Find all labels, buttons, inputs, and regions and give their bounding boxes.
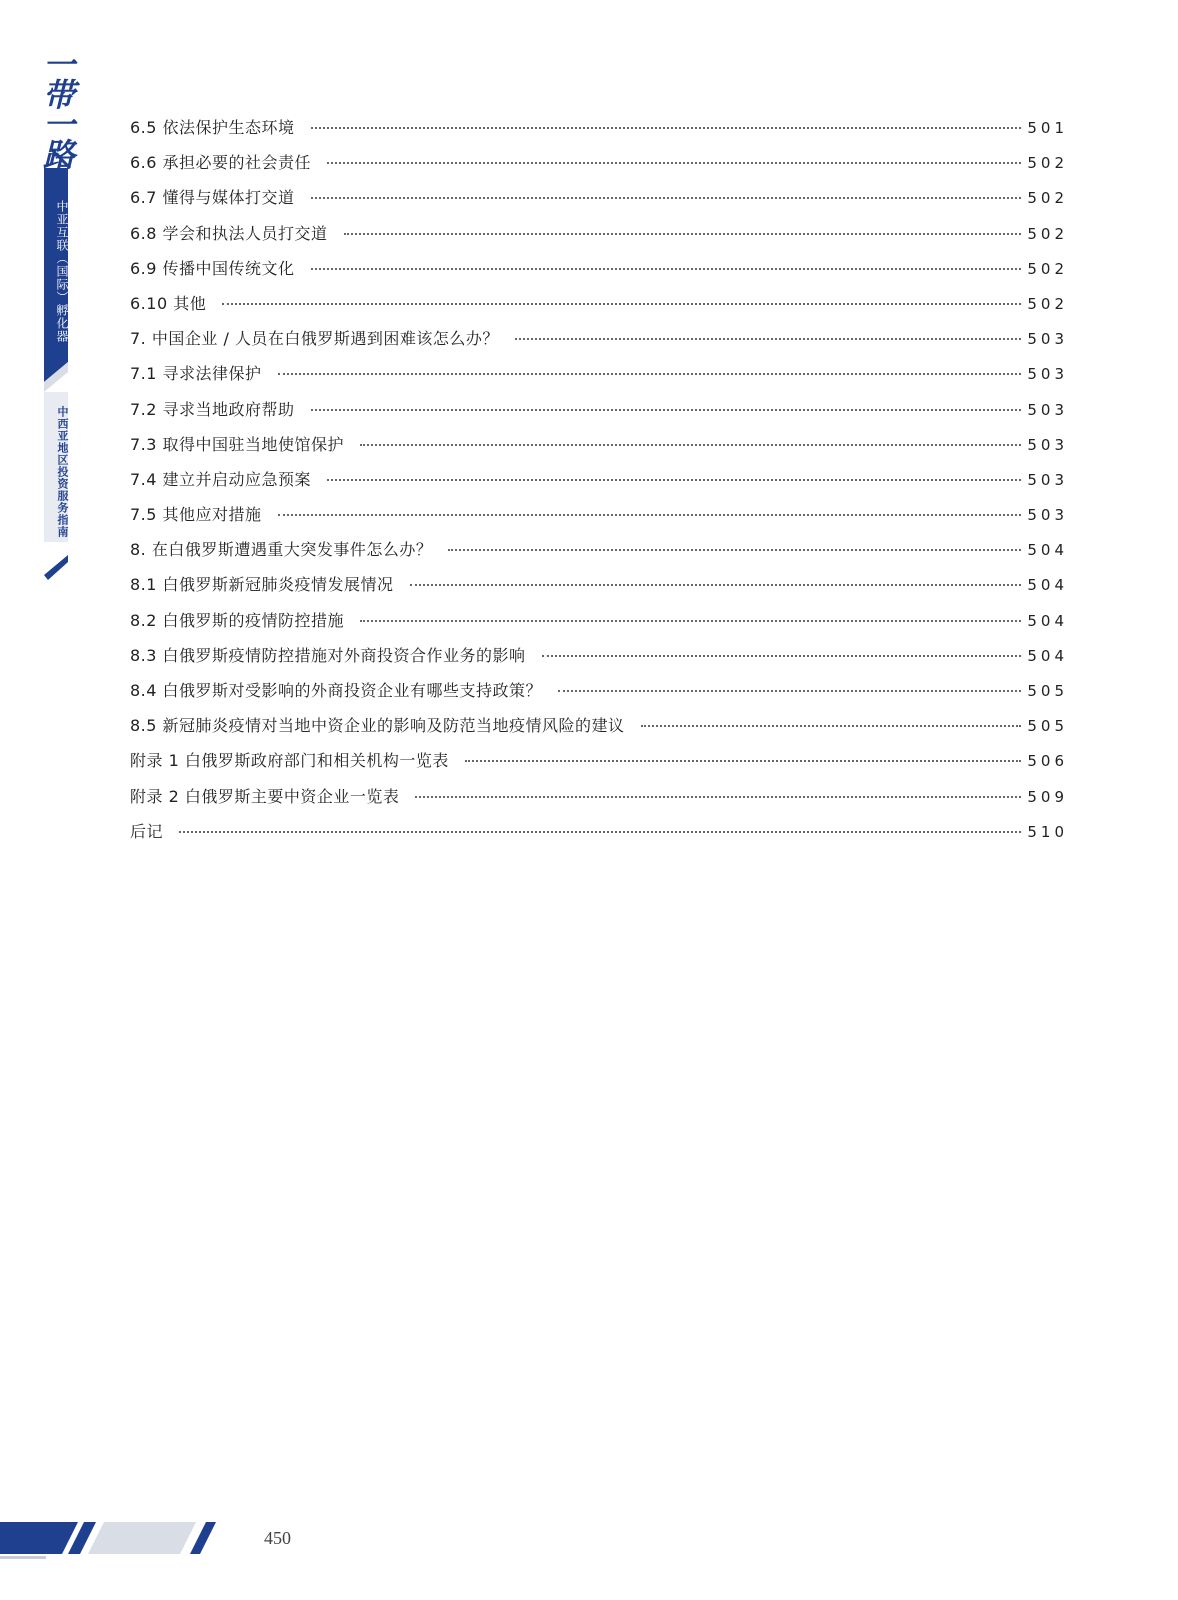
toc-leader-dots xyxy=(311,268,1022,270)
toc-entry[interactable] xyxy=(130,150,1068,185)
toc-entry-page: 505 xyxy=(1027,717,1068,736)
toc-entry-title: 6.5 依法保护生态环境 xyxy=(130,118,295,137)
toc-entry-title: 8. 在白俄罗斯遭遇重大突发事件怎么办？ xyxy=(130,540,433,560)
toc-entry-page: 502 xyxy=(1027,224,1068,243)
toc-entry-page: 509 xyxy=(1027,787,1068,806)
toc-entry[interactable] xyxy=(130,432,1068,467)
toc-entry-page: 503 xyxy=(1027,365,1068,384)
toc-entry-page: 506 xyxy=(1027,752,1068,771)
toc-leader-dots xyxy=(448,549,1021,551)
toc-leader-dots xyxy=(278,514,1022,516)
toc-entry-page: 502 xyxy=(1027,259,1068,278)
toc-leader-dots xyxy=(415,796,1021,798)
toc-leader-dots xyxy=(410,584,1022,586)
toc-entry-page: 502 xyxy=(1027,154,1068,173)
toc-entry-title: 8.5 新冠肺炎疫情对当地中资企业的影响及防范当地疫情风险的建议 xyxy=(130,716,625,736)
toc-entry-title: 6.8 学会和执法人员打交道 xyxy=(130,223,328,243)
page-number: 450 xyxy=(264,1528,291,1548)
toc-entry-page: 505 xyxy=(1027,682,1068,700)
toc-entry[interactable] xyxy=(130,572,1068,607)
table-of-contents xyxy=(130,115,1068,854)
toc-leader-dots xyxy=(311,127,1022,129)
toc-leader-dots xyxy=(542,655,1022,657)
toc-entry-page: 510 xyxy=(1027,822,1068,841)
toc-entry-page: 504 xyxy=(1027,611,1068,630)
toc-leader-dots xyxy=(360,620,1021,622)
toc-leader-dots xyxy=(465,760,1022,762)
toc-leader-dots xyxy=(344,233,1022,235)
toc-entry[interactable] xyxy=(130,291,1068,326)
toc-leader-dots xyxy=(311,197,1022,199)
toc-entry-page: 503 xyxy=(1027,330,1068,349)
toc-entry-page: 503 xyxy=(1027,435,1068,454)
toc-entry-page: 504 xyxy=(1027,541,1068,560)
toc-entry-page: 503 xyxy=(1027,400,1068,419)
toc-leader-dots xyxy=(360,444,1021,446)
brand-logo: 一带一路 xyxy=(38,48,76,168)
toc-entry[interactable] xyxy=(130,256,1068,291)
footer-decoration xyxy=(0,1518,240,1562)
toc-entry[interactable] xyxy=(130,185,1068,220)
toc-leader-dots xyxy=(311,409,1022,411)
toc-entry[interactable] xyxy=(130,467,1068,502)
toc-entry-title: 8.3 白俄罗斯疫情防控措施对外商投资合作业务的影响 xyxy=(130,645,526,665)
toc-entry[interactable] xyxy=(130,678,1068,713)
toc-entry-page: 503 xyxy=(1027,470,1068,489)
toc-entry[interactable] xyxy=(130,115,1068,150)
toc-entry-title: 7. 中国企业 / 人员在白俄罗斯遇到困难该怎么办？ xyxy=(130,329,499,349)
toc-entry[interactable] xyxy=(130,748,1068,783)
toc-entry[interactable] xyxy=(130,608,1068,643)
toc-leader-dots xyxy=(558,690,1021,692)
toc-leader-dots xyxy=(515,338,1021,340)
sidebar-label-guide: 中西亚地区投资服务指南 xyxy=(56,406,69,538)
toc-entry-title: 8.2 白俄罗斯的疫情防控措施 xyxy=(130,610,345,630)
sidebar-label-incubator: 中亚互联（国际）孵化器 xyxy=(55,200,69,343)
toc-entry-page: 502 xyxy=(1027,189,1068,208)
toc-entry-title: 附录 2 白俄罗斯主要中资企业一览表 xyxy=(130,786,400,806)
toc-entry-title: 6.6 承担必要的社会责任 xyxy=(130,153,312,173)
toc-entry-title: 6.10 其他 xyxy=(130,293,207,313)
toc-entry-page: 501 xyxy=(1027,119,1068,137)
toc-entry[interactable] xyxy=(130,819,1068,854)
toc-entry-title: 6.9 传播中国传统文化 xyxy=(130,258,295,278)
toc-leader-dots xyxy=(327,479,1021,481)
toc-entry-page: 502 xyxy=(1027,294,1068,313)
toc-entry[interactable] xyxy=(130,784,1068,819)
toc-leader-dots xyxy=(222,303,1021,305)
toc-entry-title: 7.5 其他应对措施 xyxy=(130,505,262,525)
toc-entry[interactable] xyxy=(130,221,1068,256)
toc-entry-title: 7.4 建立并启动应急预案 xyxy=(130,469,312,489)
toc-leader-dots xyxy=(327,162,1021,164)
toc-entry[interactable] xyxy=(130,361,1068,396)
toc-entry-title: 后记 xyxy=(130,821,164,841)
toc-entry[interactable] xyxy=(130,326,1068,361)
toc-entry-page: 503 xyxy=(1027,506,1068,525)
toc-entry-title: 8.1 白俄罗斯新冠肺炎疫情发展情况 xyxy=(130,575,394,595)
toc-entry[interactable] xyxy=(130,397,1068,432)
toc-entry[interactable] xyxy=(130,502,1068,537)
toc-entry[interactable] xyxy=(130,537,1068,572)
toc-entry-title: 6.7 懂得与媒体打交道 xyxy=(130,188,295,208)
toc-entry-title: 附录 1 白俄罗斯政府部门和相关机构一览表 xyxy=(130,751,449,771)
toc-leader-dots xyxy=(278,373,1022,375)
toc-entry-title: 8.4 白俄罗斯对受影响的外商投资企业有哪些支持政策？ xyxy=(130,681,543,700)
toc-entry[interactable] xyxy=(130,643,1068,678)
toc-entry-page: 504 xyxy=(1027,576,1068,595)
toc-entry-title: 7.1 寻求法律保护 xyxy=(130,364,262,384)
toc-entry[interactable] xyxy=(130,713,1068,748)
toc-entry-title: 7.3 取得中国驻当地使馆保护 xyxy=(130,434,345,454)
toc-leader-dots xyxy=(179,831,1021,833)
toc-leader-dots xyxy=(641,725,1022,727)
toc-entry-page: 504 xyxy=(1027,646,1068,665)
toc-entry-title: 7.2 寻求当地政府帮助 xyxy=(130,399,295,419)
